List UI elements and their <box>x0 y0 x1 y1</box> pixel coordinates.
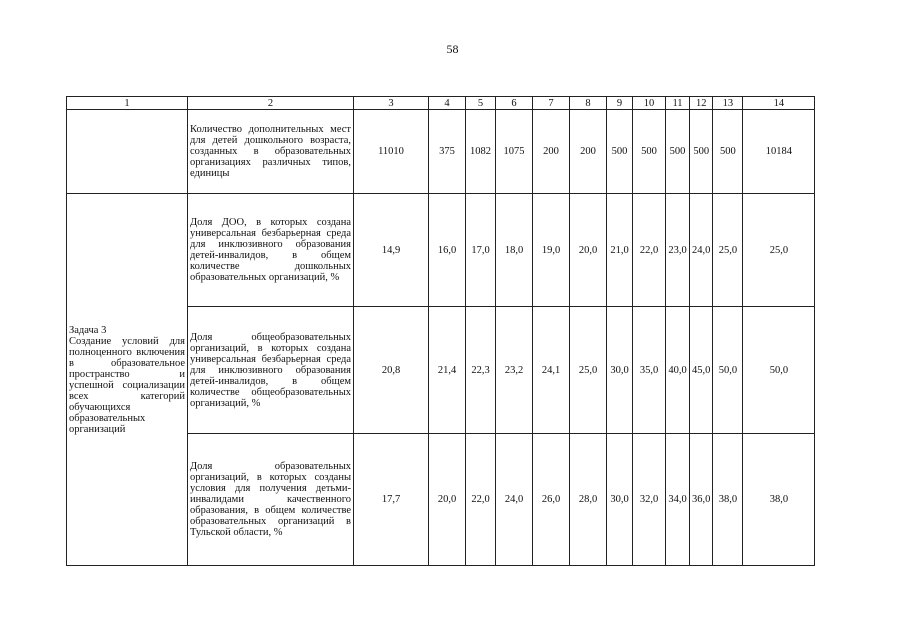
value-cell: 28,0 <box>570 434 607 566</box>
value-cell: 1082 <box>466 110 496 194</box>
value-cell: 10184 <box>743 110 815 194</box>
indicator-cell: Доля общеобразовательных организаций, в которых создана универсальная безбарьерная среда для инклюзивного образования детей-инвалидов, в общем количестве общеобразовательных организаций, % <box>188 307 354 434</box>
value-cell: 500 <box>666 110 690 194</box>
value-cell: 14,9 <box>354 194 429 307</box>
value-cell: 22,0 <box>466 434 496 566</box>
value-cell: 20,0 <box>570 194 607 307</box>
column-header: 3 <box>354 97 429 110</box>
column-header: 11 <box>666 97 690 110</box>
column-header: 5 <box>466 97 496 110</box>
column-header: 13 <box>713 97 743 110</box>
value-cell: 23,0 <box>666 194 690 307</box>
value-cell: 22,0 <box>633 194 666 307</box>
value-cell: 21,0 <box>607 194 633 307</box>
value-cell: 22,3 <box>466 307 496 434</box>
column-header: 9 <box>607 97 633 110</box>
value-cell: 1075 <box>496 110 533 194</box>
table-row <box>67 110 815 194</box>
value-cell: 40,0 <box>666 307 690 434</box>
value-cell: 21,4 <box>429 307 466 434</box>
value-cell: 375 <box>429 110 466 194</box>
task-title: Задача 3 <box>69 324 107 336</box>
value-cell: 32,0 <box>633 434 666 566</box>
value-cell: 500 <box>690 110 713 194</box>
value-cell: 26,0 <box>533 434 570 566</box>
empty-cell <box>67 110 188 194</box>
value-cell: 11010 <box>354 110 429 194</box>
value-cell: 34,0 <box>666 434 690 566</box>
page-number: 58 <box>446 42 459 56</box>
column-header: 1 <box>67 97 188 110</box>
indicator-cell: Доля образовательных организаций, в которых созданы условия для получения детьми-инвалидами качественного образования, в общем количестве образовательных организаций в Тульской области, % <box>188 434 354 566</box>
value-cell: 50,0 <box>713 307 743 434</box>
column-header: 8 <box>570 97 607 110</box>
value-cell: 18,0 <box>496 194 533 307</box>
table-row <box>67 194 815 307</box>
value-cell: 17,0 <box>466 194 496 307</box>
value-cell: 25,0 <box>743 194 815 307</box>
value-cell: 30,0 <box>607 307 633 434</box>
indicators-table <box>66 96 815 566</box>
column-header: 10 <box>633 97 666 110</box>
value-cell: 45,0 <box>690 307 713 434</box>
indicator-cell: Количество дополнительных мест для детей дошкольного возраста, созданных в образовательных организациях различных типов, единицы <box>188 110 354 194</box>
value-cell: 20,0 <box>429 434 466 566</box>
value-cell: 25,0 <box>570 307 607 434</box>
value-cell: 38,0 <box>713 434 743 566</box>
task-cell <box>67 194 188 566</box>
indicator-cell: Доля ДОО, в которых создана универсальная безбарьерная среда для инклюзивного образования детей-инвалидов, в общем количестве дошкольных образовательных организаций, % <box>188 194 354 307</box>
value-cell: 16,0 <box>429 194 466 307</box>
value-cell: 19,0 <box>533 194 570 307</box>
value-cell: 36,0 <box>690 434 713 566</box>
column-header: 7 <box>533 97 570 110</box>
value-cell: 24,1 <box>533 307 570 434</box>
value-cell: 500 <box>713 110 743 194</box>
column-header: 6 <box>496 97 533 110</box>
task-text: Создание условий для полноценного включения в образовательное пространство и успешной социализации всех категорий обучающихся образовательных организаций <box>69 335 185 435</box>
column-header: 4 <box>429 97 466 110</box>
column-header: 14 <box>743 97 815 110</box>
value-cell: 30,0 <box>607 434 633 566</box>
value-cell: 38,0 <box>743 434 815 566</box>
value-cell: 20,8 <box>354 307 429 434</box>
table-header-row <box>67 97 815 110</box>
value-cell: 200 <box>570 110 607 194</box>
value-cell: 24,0 <box>496 434 533 566</box>
value-cell: 500 <box>633 110 666 194</box>
value-cell: 50,0 <box>743 307 815 434</box>
column-header: 2 <box>188 97 354 110</box>
value-cell: 200 <box>533 110 570 194</box>
value-cell: 23,2 <box>496 307 533 434</box>
value-cell: 24,0 <box>690 194 713 307</box>
value-cell: 25,0 <box>713 194 743 307</box>
column-header: 12 <box>690 97 713 110</box>
value-cell: 500 <box>607 110 633 194</box>
value-cell: 17,7 <box>354 434 429 566</box>
value-cell: 35,0 <box>633 307 666 434</box>
